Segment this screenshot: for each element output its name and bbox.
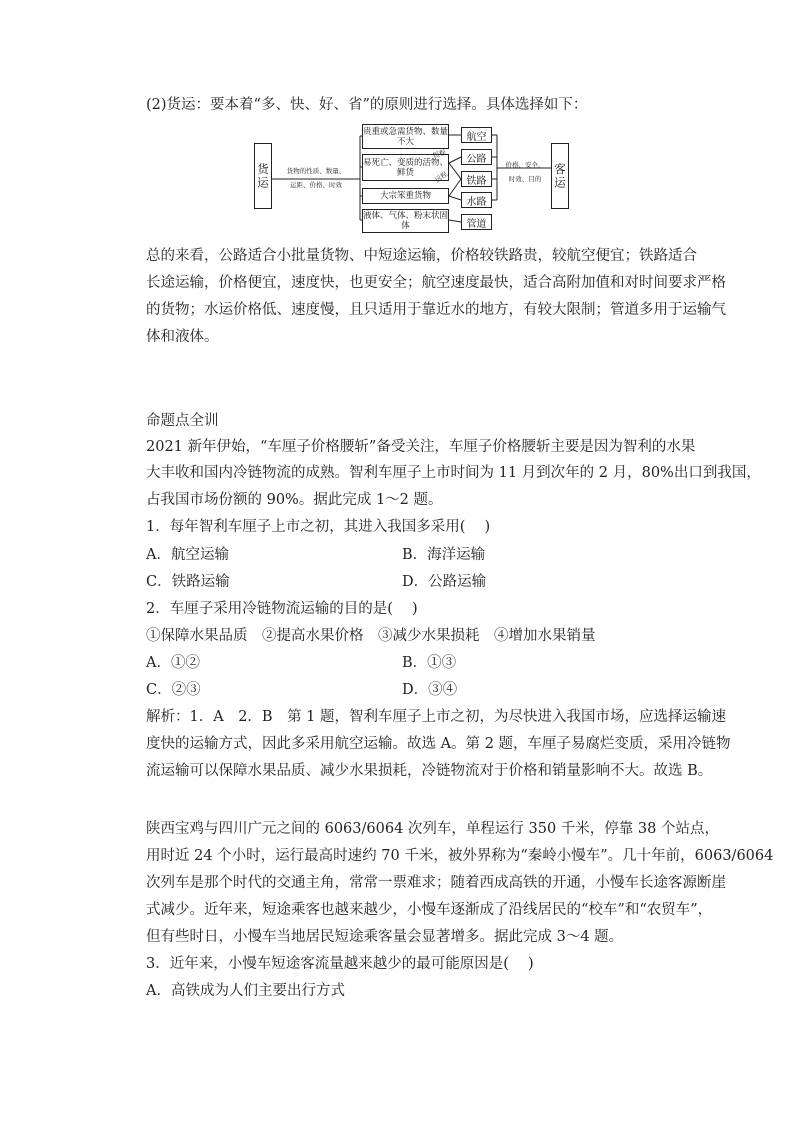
q3-stem: 3．近年来，小慢车短途客流量越来越少的最可能原因是( ): [146, 956, 534, 972]
q2-option-c: C．②③: [146, 682, 201, 698]
passage2-line-2: 用时近 24 个小时，运行最高时速约 70 千米，被外界称为“秦岭小慢车”。几十年前，6063/6064: [146, 848, 774, 864]
q1-option-b: B．海洋运输: [402, 547, 486, 563]
passage1-line-2: 大丰收和国内冷链物流的成熟。智利车厘子上市时间为 11 月到次年的 2 月，80%出口到我国，: [146, 465, 761, 481]
cargo-type-fluid: 液体、气体、粉末状固体: [363, 211, 449, 231]
q3-option-a: A．高铁成为人们主要出行方式: [146, 983, 345, 999]
passage2-line-5: 但有些时日，小慢车当地居民短途乘客量会显著增多。据此完成 3～4 题。: [146, 929, 624, 945]
q1-option-d: D．公路运输: [402, 574, 487, 590]
cargo-type-perishable: 易死亡、变质的活物、鲜货: [362, 154, 449, 181]
q2-option-b: B．①③: [402, 655, 457, 671]
transport-choice-diagram: [252, 123, 582, 235]
q2-option-d: D．③④: [402, 682, 458, 698]
q2-option-a: A．①②: [146, 655, 200, 671]
intro-line: (2)货运：要本着“多、快、好、省”的原则进行选择。具体选择如下：: [146, 97, 588, 113]
factor-label-2: 运距、价格、时效: [290, 181, 342, 189]
answer-line-2: 度快的运输方式，因此多采用航空运输。故选 A。第 2 题，车厘子易腐烂变质，采用冷链物: [146, 736, 731, 752]
passage2-line-4: 式减少。近年来，短途乘客也越来越少，小慢车逐渐成了沿线居民的“校车”和“农贸车”，: [146, 902, 713, 918]
summary-line-3: 的货物；水运价格低、速度慢，且只适用于靠近水的地方，有较大限制；管道多用于运输气: [146, 302, 726, 318]
mode-air: 航空: [461, 127, 492, 143]
q2-stem: 2．车厘子采用冷链物流运输的目的是( ): [146, 601, 418, 617]
mode-water: 水路: [461, 192, 492, 208]
mode-pipeline: 管道: [461, 214, 492, 230]
q1-option-c: C．铁路运输: [146, 574, 230, 590]
summary-line-2: 长途运输，价格便宜，速度快，也更安全；航空速度最快，适合高附加值和对时间要求严格: [146, 275, 726, 291]
q1-stem: 1．每年智利车厘子上市之初，其进入我国多采用( ): [146, 519, 491, 535]
section-title: 命题点全训: [146, 413, 219, 429]
short-distance-label: 短程: [431, 148, 447, 160]
cargo-type-bulky: 大宗笨重货物: [362, 188, 449, 204]
passage1-line-3: 占我国市场份额的 90%。据此完成 1～2 题。: [146, 492, 443, 508]
long-distance-label: 远程: [433, 170, 449, 185]
passenger-factor-1: 价格、安全、: [505, 161, 545, 169]
passenger-factor-2: 时效、目的: [508, 175, 542, 183]
passage1-line-1: 2021 新年伊始，“车厘子价格腰斩”备受关注，车厘子价格腰斩主要是因为智利的水果: [146, 439, 696, 455]
answer-line-3: 流运输可以保障水果品质、减少水果损耗，冷链物流对于价格和销量影响不大。故选 B。: [146, 763, 713, 779]
summary-line-4: 体和液体。: [146, 329, 219, 345]
passage2-line-3: 次列车是那个时代的交通主角，常常一票难求；随着西成高铁的开通，小慢车长途客源断崖: [146, 875, 726, 891]
mode-rail: 铁路: [461, 171, 492, 187]
mode-road: 公路: [461, 149, 492, 165]
q2-items: ①保障水果品质 ②提高水果价格 ③减少水果损耗 ④增加水果销量: [146, 628, 596, 644]
cargo-type-valuable: 贵重或急需货物、数量不大: [362, 124, 449, 149]
passage2-line-1: 陕西宝鸡与四川广元之间的 6063/6064 次列车，单程运行 350 千米，停靠 38 个站点，: [146, 821, 719, 837]
passenger-box: 客运: [551, 143, 569, 209]
summary-line-1: 总的来看，公路适合小批量货物、中短途运输，价格较铁路贵，较航空便宜；铁路适合: [146, 248, 697, 264]
factor-label-1: 货物的性质、数量、: [286, 167, 346, 175]
freight-box: 货运: [254, 143, 272, 209]
answer-line-1: 解析：1．A 2．B 第 1 题，智利车厘子上市之初，为尽快进入我国市场，应选择运输速: [146, 709, 727, 725]
q1-option-a: A．航空运输: [146, 547, 229, 563]
